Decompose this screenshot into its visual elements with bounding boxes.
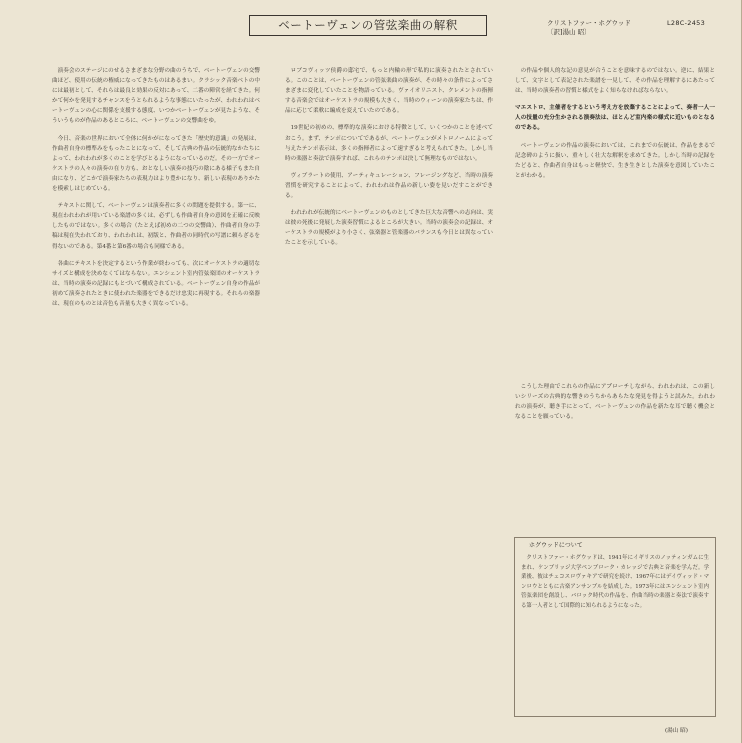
text-column-left bbox=[52, 66, 260, 738]
paragraph: ヴィブラートの使用、アーティキュレーション、フレージングなど、当時の演奏習慣を研究することによって、われわれは作品の新しい姿を見いだすことができる。 bbox=[285, 172, 493, 200]
paragraph: こうした理由でこれらの作品にアプローチしながら、われわれは、この新しいシリーズの古典的な響きのうちからあらたな発見を得ようと試みた。われわれの演奏が、聴き手にとって、ベートーヴェンの作品を新たな耳で聴く機会となることを願っている。 bbox=[515, 384, 715, 421]
paragraph: われわれが伝統的にベートーヴェンのものとしてきた巨大な音響への志向は、実は彼の死後に発展した演奏習慣によるところが大きい。当時の演奏会の記録は、オーケストラの規模がより小さく、弦楽器と管楽器のバランスも今日とは異なっていたことを示している。 bbox=[285, 210, 493, 247]
paragraph: の作品や個人的な記の意見が合うことを意味するのではない。逆に、結果として、文字として表記された楽譜を一見して、その作品を理解するにあたっては、当時の演奏者の習慣と様式をよく知らなければならない。 bbox=[515, 68, 715, 95]
text-column-right-bottom bbox=[515, 382, 715, 512]
biography-title: ホグウッドについて bbox=[529, 542, 583, 549]
paragraph: ベートーヴェンの作品の演奏においては、これまでの伝統は、作品をまるで記念碑のように扱い、重々しく壮大な解釈を求めてきた。しかし当時の記録をたどると、作曲者自身はもっと軽快で、生き生きとした演奏を意図していたことがわかる。 bbox=[515, 142, 715, 179]
paragraph: 各曲にテキストを決定するという作業が終わっても、次にオーケストラの適切なサイズと構成を決めなくてはならない。エンシェント室内管弦楽団のオーケストラは、当時の演奏の記録にもとづいて構成されている。ベートーヴェン自身の作品が初めて演奏されたときに使われた楽器をできるだけ忠実に再現する。それらの楽器は、現在のものとは音色も音量も大きく異なっている。 bbox=[52, 260, 260, 307]
biography-box bbox=[514, 537, 716, 717]
text-column-middle bbox=[285, 66, 493, 726]
paragraph: 演奏会のステージにのせるさまざまな分野の曲のうちで、ベートーヴェンの交響曲ほど、使用の伝統の権威になってきたものはあるまい。クラシック音楽ベトの中には最初として、それらは最良と効果の反対にあって、二番の陣営を経てきた。何かて何かを発見するチャンスをうとられるような事態にいたったが、われわれはベートーヴェンの心に関係を支援する態度、いつかベートーヴェンが見たような、そういうものが作品のあるところに、ベートーヴェンの交響曲をゆ。 bbox=[52, 68, 260, 125]
translator-credit: (湯山 昭) bbox=[665, 728, 688, 734]
paragraph: 今日、音楽の世界において全体に何かがになってきた「歴史的意識」の発展は、作曲者自身の標準みをもったことになって、そして古典の作品の伝統的なかたちによって、われわれが多くのことを学びとるようになっているのだ。その一方でオーケストラの人々の演奏の在り方も、おとなしい演奏の技巧の陰にある様子もまた自由になり、どこかで演奏家たちの表現力はより豊かになり、新しい表現のありかたを模索しはじめている。 bbox=[52, 135, 260, 193]
translator-name: 〔訳]湯山 昭〕 bbox=[547, 28, 591, 36]
author-name: クリストファー・ホグウッド bbox=[547, 19, 631, 27]
paragraph: ロブコヴィッツ侯爵の邸宅で、もっと内輪の形で私的に演奏されたとされている。このことは、ベートーヴェンの管弦楽曲の演奏が、その時々の条件によってさまざまに変化していたことを物語っている。ヴァイオリニスト、クレメントの指揮する音楽会ではオーケストラの規模も大きく、当時のウィーンの演奏家たちは、作品に応じて柔軟に編成を変えていたのである。 bbox=[285, 68, 493, 115]
catalog-number: L28C-2453 bbox=[667, 19, 706, 27]
biography-text: クリストファー・ホグウッドは、1941年にイギリスのノッティンガムに生まれ、ケンブリッジ大学ペンブローク・カレッジで古典と音楽を学んだ。学業後、彼はチェコスロヴァキアで研究を続け、1967年にはデイヴィッド・マンロウとともに古楽アンサンブルを結成した。1973年にはエンシェント室内管弦楽団を創設し、バロック時代の作品を、作曲当時の楽器と奏法で演奏する第一人者として国際的に知られるようになった。 bbox=[521, 555, 709, 609]
paragraph: マエストロ、主催者をするという考え方を放棄することによって、奏者一人一人の技量の充分生かされる演奏法は、ほとんど室内楽の様式に近いものとなるのである。 bbox=[515, 105, 715, 132]
author-credit bbox=[547, 19, 631, 37]
page-title: ベートーヴェンの管弦楽曲の解釈 bbox=[249, 15, 487, 36]
paragraph: テキストに関して、ベートーヴェンは演奏者に多くの問題を提供する。第一に、現在われわれが用いている楽譜の多くは、必ずしも作曲者自身の意図を正確に反映したものではない。多くの場合（たとえば初めの二つの交響曲）、作曲者自身の手稿は現在失われており、われわれは、初版と、作曲者の同時代の写譜に頼らざるを得ないのである。第4番と第6番の場合も同様である。 bbox=[52, 203, 260, 250]
text-column-right-top bbox=[515, 66, 715, 328]
paragraph: 19世紀の初めの、標準的な演奏における特徴として、いくつかのことを述べておこう。まず、テンポについてであるが、ベートーヴェンがメトロノームによって与えたテンポ表示は、多くの指揮者によって速すぎると考えられてきた。しかし当時の楽器と奏法で演奏すれば、これらのテンポは決して無理なものではない。 bbox=[285, 125, 493, 162]
